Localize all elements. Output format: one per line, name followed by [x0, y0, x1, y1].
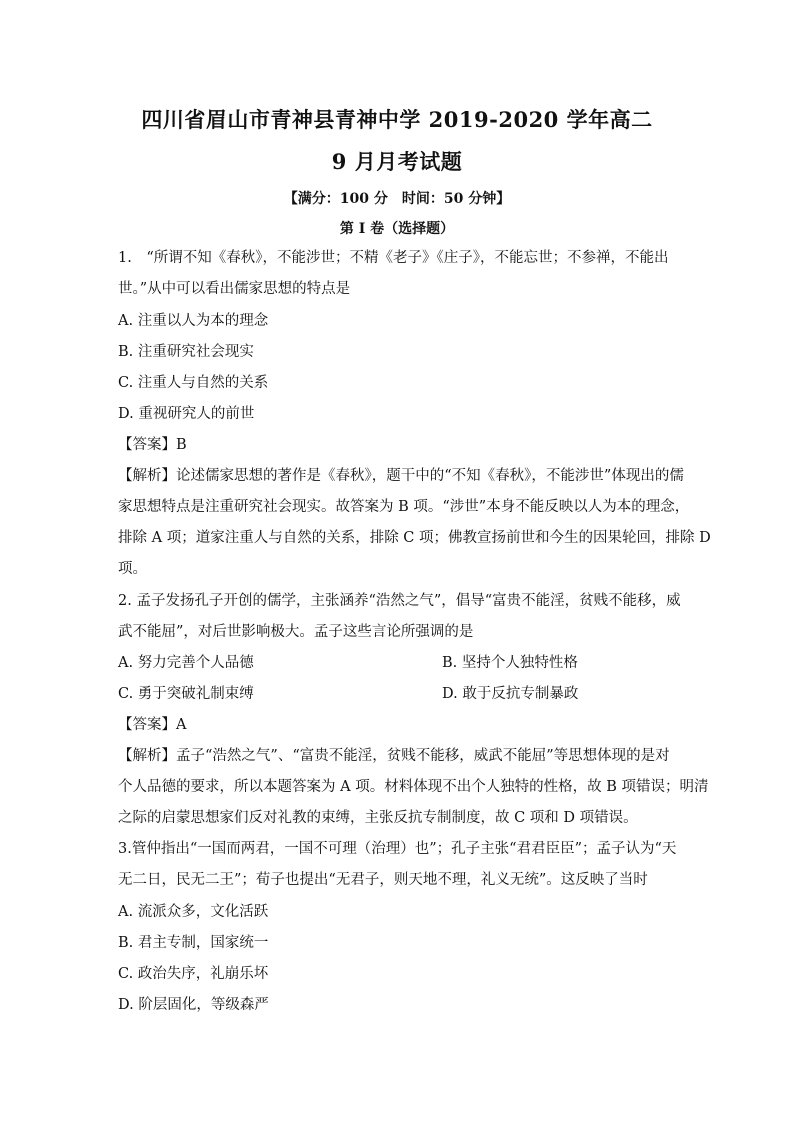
q1-stem-line2: 世。”从中可以看出儒家思想的特点是	[118, 281, 351, 297]
q2-stem-line2: 武不能屈”，对后世影响极大。孟子这些言论所强调的是	[118, 624, 474, 640]
q1-option-a: A. 注重以人为本的理念	[118, 313, 269, 329]
q2-option-d: D. 敢于反抗专制暴政	[442, 686, 579, 702]
q2-option-a: A. 努力完善个人品德	[118, 655, 254, 671]
q1-answer: 【答案】B	[118, 437, 187, 453]
q2-analysis-line3: 之际的启蒙思想家们反对礼教的束缚，主张反抗专制制度，故 C 项和 D 项错误。	[118, 810, 638, 826]
q2-option-c: C. 勇于突破礼制束缚	[118, 686, 254, 702]
score-time-info: 【满分：100 分 时间：50 分钟】	[283, 191, 511, 207]
q1-option-d: D. 重视研究人的前世	[118, 406, 255, 422]
q3-option-a: A. 流派众多，文化活跃	[118, 904, 269, 920]
q2-option-b: B. 坚持个人独特性格	[442, 655, 578, 671]
q2-answer: 【答案】A	[118, 717, 187, 733]
section-heading: 第 I 卷（选择题）	[339, 221, 455, 237]
exam-title-line1: 四川省眉山市青神县青神中学 2019-2020 学年高二	[141, 107, 653, 132]
q1-analysis-line1: 【解析】论述儒家思想的著作是《春秋》，题干中的“不知《春秋》，不能涉世”体现出的儒	[118, 468, 684, 484]
q3-option-d: D. 阶层固化，等级森严	[118, 997, 269, 1013]
q3-option-b: B. 君主专制，国家统一	[118, 935, 269, 951]
q2-stem-line1: 2. 孟子发扬孔子开创的儒学，主张涵养“浩然之气”，倡导“富贵不能淫，贫贱不能移，威	[118, 593, 681, 609]
q1-option-c: C. 注重人与自然的关系	[118, 375, 269, 391]
q3-stem-line2: 无二日，民无二王”；荀子也提出“无君子，则天地不理，礼义无统”。这反映了当时	[118, 872, 648, 888]
q2-analysis-line2: 个人品德的要求，所以本题答案为 A 项。材料体现不出个人独特的性格，故 B 项错误；明清	[118, 779, 709, 795]
q1-analysis-line4: 项。	[118, 561, 147, 577]
q2-analysis-line1: 【解析】孟子“浩然之气”、“富贵不能淫，贫贱不能移，威武不能屈”等思想体现的是对	[118, 748, 670, 764]
q1-analysis-line3: 排除 A 项；道家注重人与自然的关系，排除 C 项；佛教宣扬前世和今生的因果轮回，排除 D	[118, 530, 711, 546]
exam-title-line2: 9 月月考试题	[331, 149, 463, 174]
q3-option-c: C. 政治失序，礼崩乐坏	[118, 966, 269, 982]
q3-stem-line1: 3.管仲指出“一国而两君，一国不可理（治理）也”；孔子主张“君君臣臣”；孟子认为“天	[118, 841, 677, 857]
q1-option-b: B. 注重研究社会现实	[118, 344, 254, 360]
q1-stem-line1: 1. “所谓不知《春秋》，不能涉世；不精《老子》《庄子》，不能忘世；不参禅，不能出	[118, 250, 669, 266]
q1-analysis-line2: 家思想特点是注重研究社会现实。故答案为 B 项。“涉世”本身不能反映以人为本的理念，	[118, 499, 690, 515]
